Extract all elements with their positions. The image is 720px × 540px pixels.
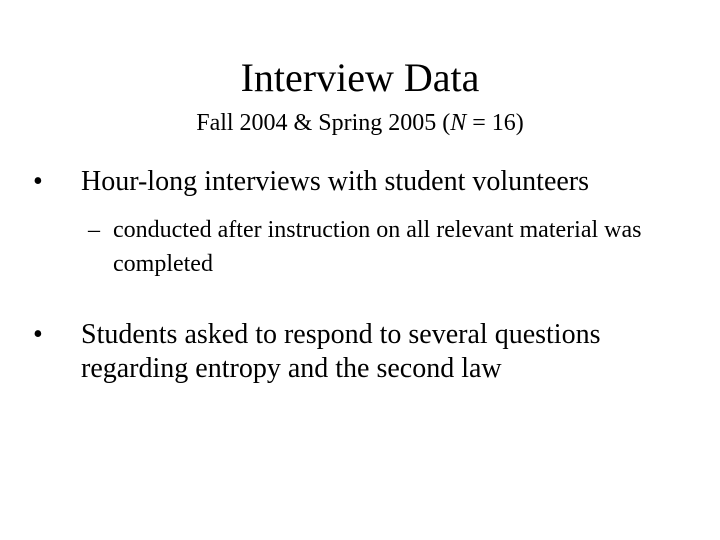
subtitle-suffix: = 16): [466, 110, 524, 136]
slide-title: Interview Data: [240, 55, 480, 100]
sub-bullet-marker: –: [88, 217, 100, 243]
bullet-marker: •: [33, 319, 43, 350]
slide-subtitle: [0, 108, 720, 138]
subtitle-variable: N: [450, 110, 467, 136]
sub-bullet-text: conducted after instruction on all relevant material was completed: [113, 217, 642, 277]
bullet-text: Students asked to respond to several questions regarding entropy and the second law: [81, 319, 601, 384]
bullet-marker: •: [33, 166, 43, 197]
bullet-text: Hour-long interviews with student volunteers: [81, 166, 590, 197]
bullet-item: [33, 165, 703, 199]
subtitle-prefix: Fall 2004 & Spring 2005 (: [196, 110, 451, 136]
bullet-item: [33, 318, 703, 386]
sub-bullet-item: [88, 213, 698, 281]
